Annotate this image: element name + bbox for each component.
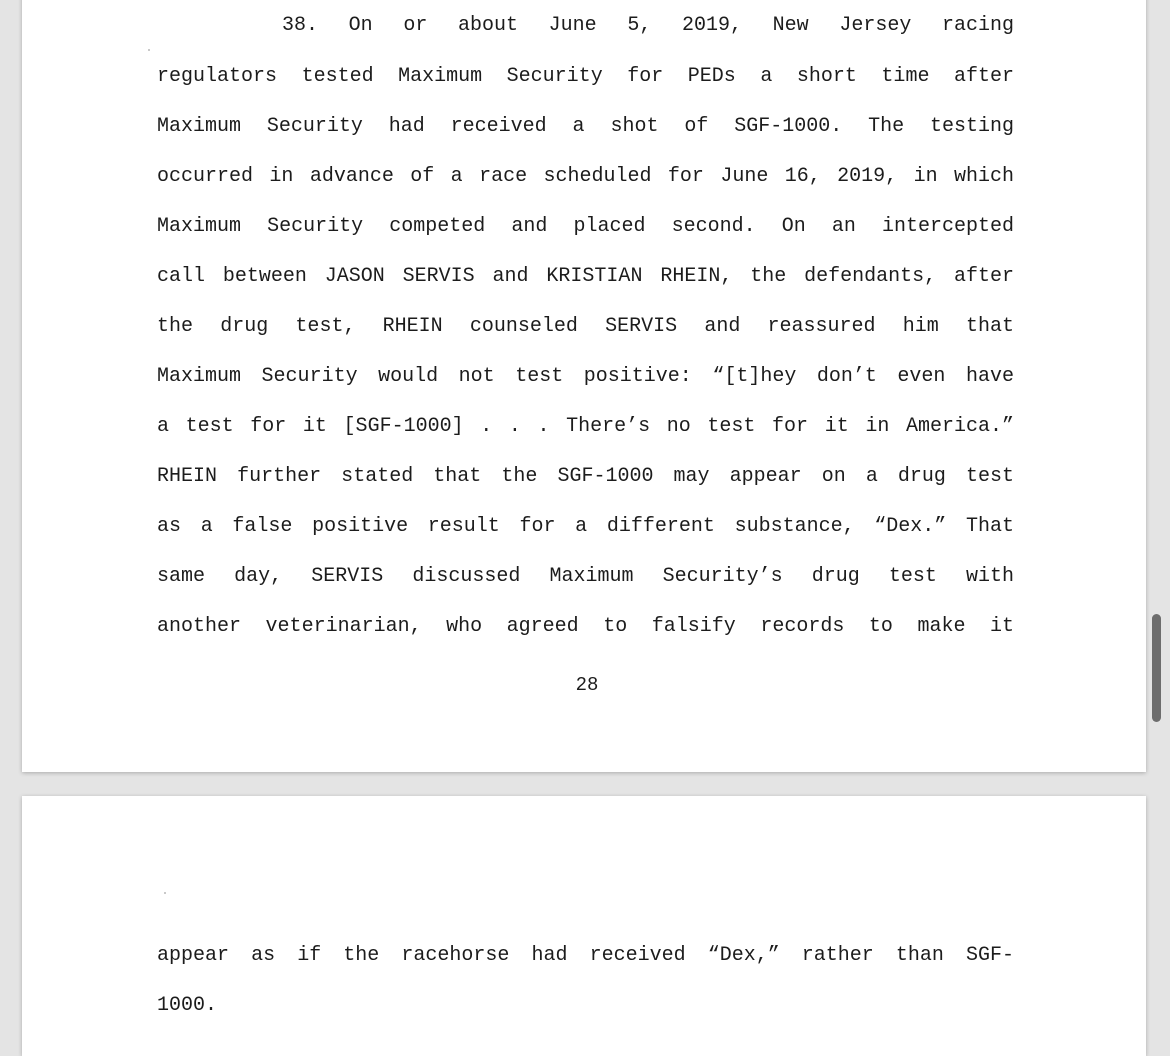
- scan-speck: [148, 49, 150, 51]
- paragraph-38-line-1: 38. On or about June 5, 2019, New Jersey racing: [282, 14, 1014, 37]
- paragraph-38-line-10: RHEIN further stated that the SGF-1000 may appear on a drug test: [157, 465, 1014, 488]
- paragraph-38-line-7: the drug test, RHEIN counseled SERVIS and reassured him that: [157, 315, 1014, 338]
- paragraph-38-line-6: call between JASON SERVIS and KRISTIAN RHEIN, the defendants, after: [157, 265, 1014, 288]
- vertical-scrollbar-thumb[interactable]: [1152, 614, 1161, 722]
- paragraph-38-line-11: as a false positive result for a different substance, “Dex.” That: [157, 515, 1014, 538]
- paragraph-38-line-13: another veterinarian, who agreed to falsify records to make it: [157, 615, 1014, 638]
- paragraph-38-line-2: regulators tested Maximum Security for PEDs a short time after: [157, 65, 1014, 88]
- paragraph-38-continued-line-2: 1000.: [157, 994, 218, 1017]
- paragraph-38-line-4: occurred in advance of a race scheduled for June 16, 2019, in which: [157, 165, 1014, 188]
- paragraph-38-line-9: a test for it [SGF-1000] . . . There’s no test for it in America.”: [157, 415, 1014, 438]
- paragraph-38-line-3: Maximum Security had received a shot of SGF-1000. The testing: [157, 115, 1014, 138]
- paragraph-38-continued-line-1: appear as if the racehorse had received “Dex,” rather than SGF-: [157, 944, 1014, 967]
- paragraph-38-line-5: Maximum Security competed and placed second. On an intercepted: [157, 215, 1014, 238]
- document-page-28: [22, 0, 1146, 772]
- page-number: 28: [575, 674, 599, 696]
- paragraph-38-line-12: same day, SERVIS discussed Maximum Security’s drug test with: [157, 565, 1014, 588]
- scan-speck: [164, 892, 166, 894]
- document-page-29: [22, 796, 1146, 1056]
- paragraph-38-line-8: Maximum Security would not test positive: “[t]hey don’t even have: [157, 365, 1014, 388]
